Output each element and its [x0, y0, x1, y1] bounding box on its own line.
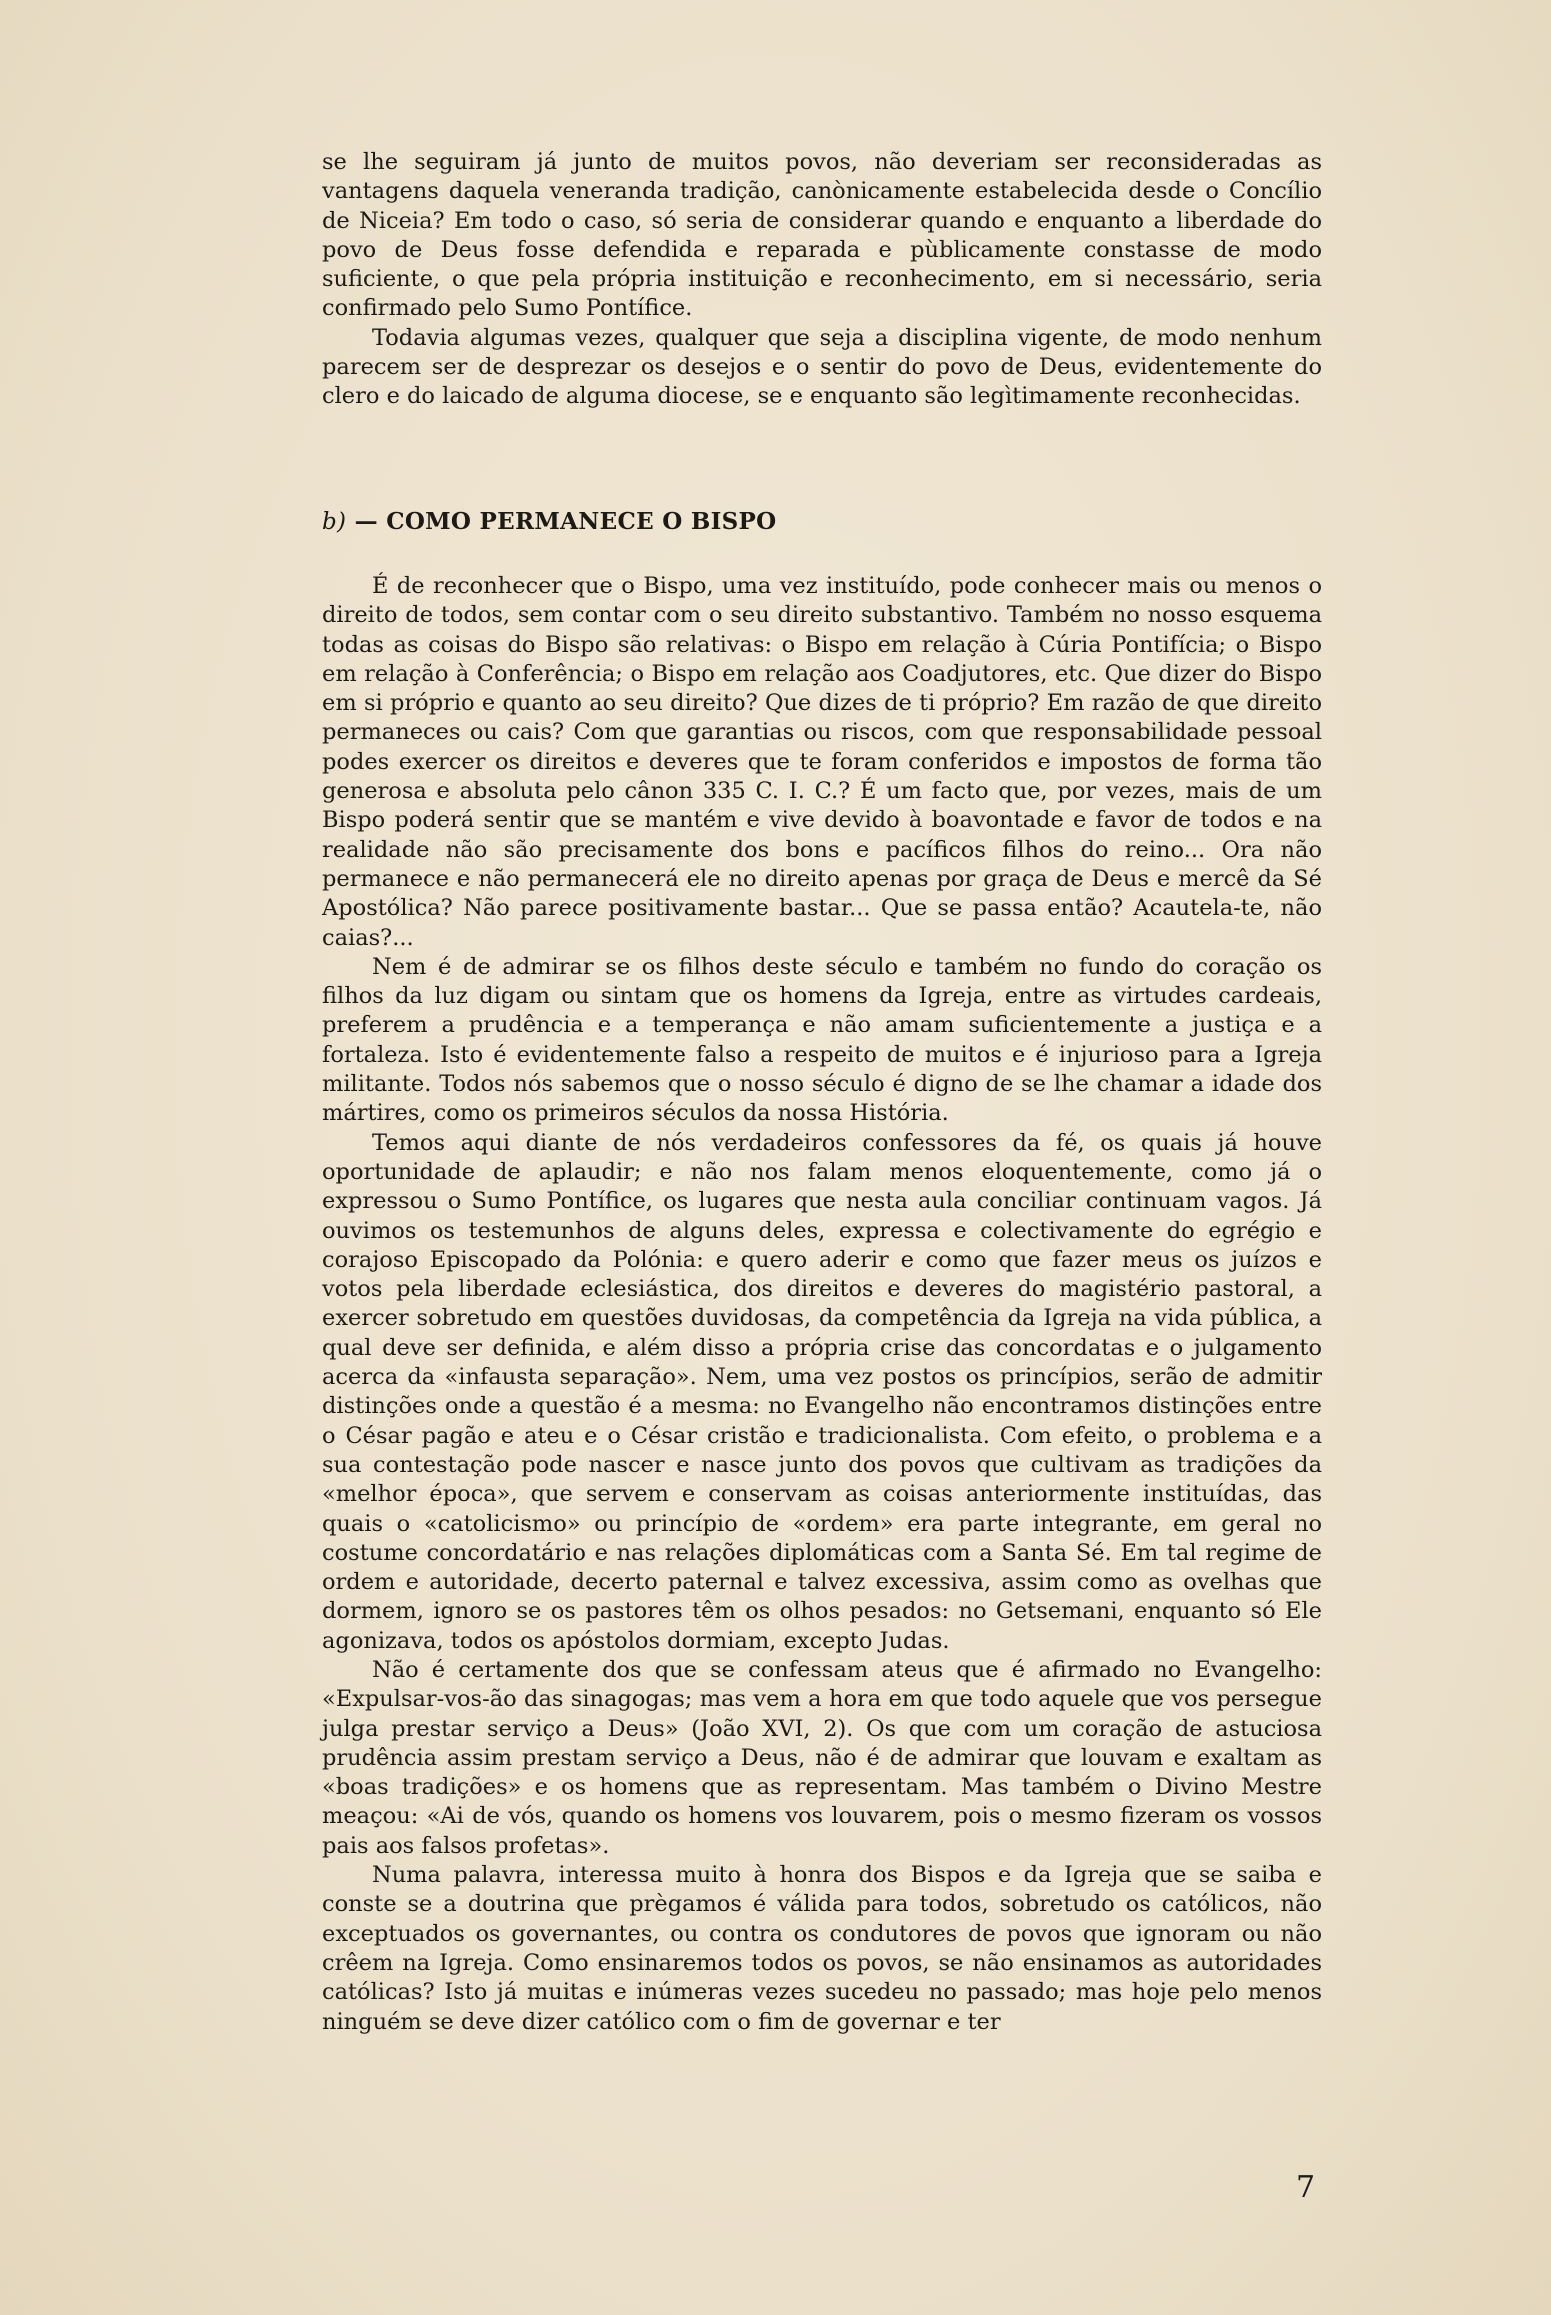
- section-title: — COMO PERMANECE O BISPO: [354, 508, 777, 535]
- paragraph: Temos aqui diante de nós verdadeiros confessores da fé, os quais já houve oportunidade de aplaudir; e não nos falam menos eloquentemente, como já o expressou o Sumo Pontífice, os lugares que nesta aula conciliar continuam vagos. Já ouvimos os testemunhos de alguns deles, expressa e colectivamente do egrégio e corajoso Episcopado da Polónia: e quero aderir e como que fazer meus os juízos e votos pela liberdade eclesiástica, dos direitos e deveres do magistério pastoral, a exercer sobretudo em questões duvidosas, da competência da Igreja na vida pública, a qual deve ser definida, e além disso a própria crise das concordatas e o julgamento acerca da «infausta separação». Nem, uma vez postos os princípios, serão de admitir distinções onde a questão é a mesma: no Evangelho não encontramos distinções entre o César pagão e ateu e o César cristão e tradicionalista. Com efeito, o problema e a sua contestação pode nascer e nasce junto dos povos que cultivam as tradições da «melhor época», que servem e conservam as coisas anteriormente instituídas, das quais o «catolicismo» ou princípio de «ordem» era parte integrante, em geral no costume concordatário e nas relações diplomáticas com a Santa Sé. Em tal regime de ordem e autoridade, decerto paternal e talvez excessiva, assim como as ovelhas que dormem, ignoro se os pastores têm os olhos pesados: no Getsemani, enquanto só Ele agonizava, todos os apóstolos dormiam, excepto Judas.: [322, 1129, 1322, 1654]
- paragraph: Todavia algumas vezes, qualquer que seja a disciplina vigente, de modo nenhum parecem ser de desprezar os desejos e o sentir do povo de Deus, evidentemente do clero e do laicado de alguma diocese, se e enquanto são legìtimamente reconhecidas.: [322, 324, 1322, 410]
- paragraph: Não é certamente dos que se confessam ateus que é afirmado no Evangelho: «Expulsar-vos-ão das sinagogas; mas vem a hora em que todo aquele que vos persegue julga prestar serviço a Deus» (João XVI, 2). Os que com um coração de astuciosa prudência assim prestam serviço a Deus, não é de admirar que louvam e exaltam as «boas tradições» e os homens que as representam. Mas também o Divino Mestre meaçou: «Ai de vós, quando os homens vos louvarem, pois o mesmo fizeram os vossos pais aos falsos profetas».: [322, 1656, 1322, 1859]
- page-number: 7: [1296, 2170, 1316, 2205]
- text-block-main: [322, 572, 1322, 2037]
- paragraph: Numa palavra, interessa muito à honra dos Bispos e da Igreja que se saiba e conste se a doutrina que prègamos é válida para todos, sobretudo os católicos, não exceptuados os governantes, ou contra os condutores de povos que ignoram ou não crêem na Igreja. Como ensinaremos todos os povos, se não ensinamos as autoridades católicas? Isto já muitas e inúmeras vezes sucedeu no passado; mas hoje pelo menos ninguém se deve dizer católico com o fim de governar e ter: [322, 1862, 1322, 2035]
- paragraph: É de reconhecer que o Bispo, uma vez instituído, pode conhecer mais ou menos o direito de todos, sem contar com o seu direito substantivo. Também no nosso esquema todas as coisas do Bispo são relativas: o Bispo em relação à Cúria Pontifícia; o Bispo em relação à Conferência; o Bispo em relação aos Coadjutores, etc. Que dizer do Bispo em si próprio e quanto ao seu direito? Que dizes de ti próprio? Em razão de que direito permaneces ou cais? Com que garantias ou riscos, com que responsabilidade pessoal podes exercer os direitos e deveres que te foram conferidos e impostos de forma tão generosa e absoluta pelo cânon 335 C. I. C.? É um facto que, por vezes, mais de um Bispo poderá sentir que se mantém e vive devido à boavontade e favor de todos e na realidade não são precisamente dos bons e pacíficos filhos do reino... Ora não permanece e não permanecerá ele no direito apenas por graça de Deus e mercê da Sé Apostólica? Não parece positivamente bastar... Que se passa então? Acautela-te, não caias?...: [322, 573, 1322, 951]
- section-letter: b): [322, 509, 347, 535]
- section-heading: [322, 508, 776, 535]
- text-block-top: [322, 148, 1322, 412]
- paragraph: Nem é de admirar se os filhos deste século e também no fundo do coração os filhos da luz digam ou sintam que os homens da Igreja, entre as virtudes cardeais, preferem a prudência e a temperança e não amam suficientemente a justiça e a fortaleza. Isto é evidentemente falso a respeito de muitos e é injurioso para a Igreja militante. Todos nós sabemos que o nosso século é digno de se lhe chamar a idade dos mártires, como os primeiros séculos da nossa História.: [322, 953, 1322, 1127]
- paragraph: se lhe seguiram já junto de muitos povos, não deveriam ser reconsideradas as vantagens daquela veneranda tradição, canònicamente estabelecida desde o Concílio de Niceia? Em todo o caso, só seria de considerar quando e enquanto a liberdade do povo de Deus fosse defendida e reparada e pùblicamente constasse de modo suficiente, o que pela própria instituição e reconhecimento, em si necessário, seria confirmado pelo Sumo Pontífice.: [322, 149, 1322, 322]
